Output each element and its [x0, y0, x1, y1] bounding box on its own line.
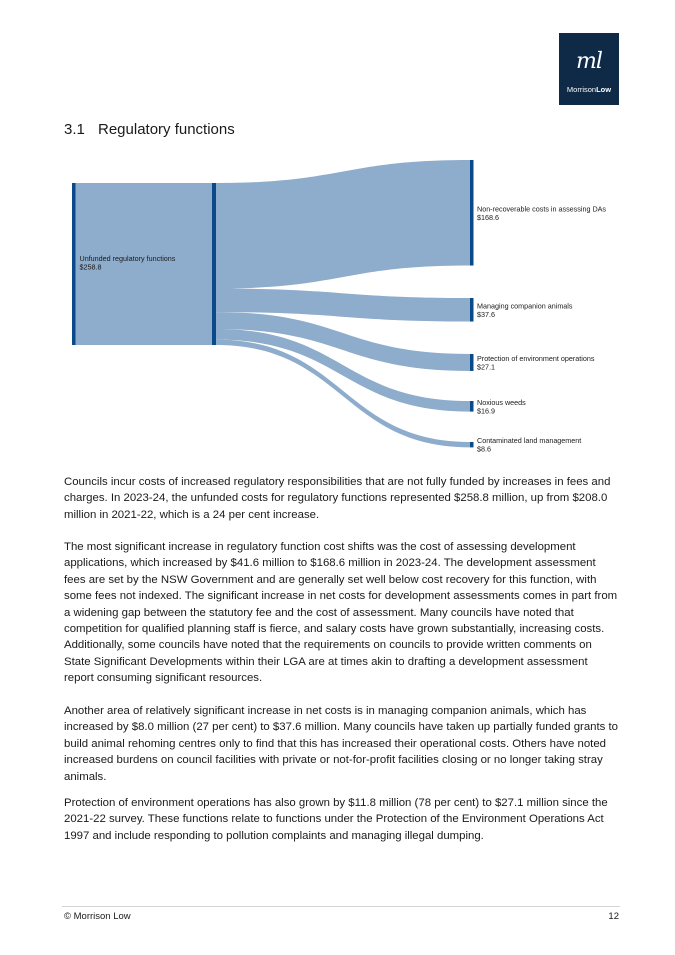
paragraph-4: Protection of environment operations has also grown by $11.8 million (78 per cent) to $27.1 million since the 2021-22 survey. These functions relate to functions under the Protection of the Environment Operations Act 1997 and include responding to pollution complaints and managing illegal dumping.	[64, 797, 608, 842]
target-contaminated-land-management-label: Contaminated land management	[477, 436, 582, 446]
source-label: Unfunded regulatory functions	[79, 254, 176, 263]
node-non-recoverable-costs-in-assessing-das	[470, 160, 474, 266]
flow-non-recoverable-costs-in-assessing-das	[216, 160, 470, 289]
logo-name-regular: Morrison	[566, 85, 597, 94]
paragraph-2: The most significant increase in regulatory function cost shifts was the cost of assessing development applications, which increased by $41.6 million to $168.6 million in 2023-24. The development assessment fees are set by the NSW Government and are generally set well below cost recovery for this function, with some fees not indexed. The significant increase in net costs for development assessments comes in part from a widening gap between the statutory fee and the cost of assessment. Many councils have noted that competition for qualified planning staff is fierce, and salary costs have grown substantially, increasing costs. Additionally, some councils have noted that the requirements on councils to provide written comments on State Significant Developments within their LGA are at times akin to drafting a development assessment report consuming significant resources.	[64, 541, 618, 685]
target-non-recoverable-costs-in-assessing-das-value: $168.6	[477, 212, 499, 222]
target-protection-of-environment-operations-label: Protection of environment operations	[477, 353, 595, 363]
target-noxious-weeds-label: Noxious weeds	[477, 397, 526, 407]
target-managing-companion-animals-label: Managing companion animals	[477, 301, 573, 311]
node-contaminated-land-management	[470, 442, 474, 447]
section-number: 3.1	[64, 121, 85, 138]
sankey-chart	[60, 150, 620, 460]
logo-wordmark	[559, 85, 619, 95]
logo-name-bold: Low	[596, 85, 612, 94]
target-contaminated-land-management-value: $8.6	[477, 444, 491, 454]
target-noxious-weeds-value: $16.9	[477, 406, 495, 416]
node-protection-of-environment-operations	[470, 354, 474, 371]
footer-copyright: © Morrison Low	[64, 911, 131, 922]
logo-mark: ml	[576, 49, 602, 74]
paragraph-1: Councils incur costs of increased regulatory responsibilities that are not fully funded by increases in fees and charges. In 2023-24, the unfunded costs for regulatory functions represented $258.8 million, up from $208.0 million in 2021-22, which is a 24 per cent increase.	[64, 476, 611, 521]
morrison-low-logo	[559, 33, 619, 105]
target-managing-companion-animals-value: $37.6	[477, 309, 495, 319]
sankey-flows	[72, 160, 470, 447]
target-non-recoverable-costs-in-assessing-das-label: Non-recoverable costs in assessing DAs	[477, 204, 607, 214]
node-managing-companion-animals	[470, 298, 474, 322]
footer-divider	[62, 906, 620, 907]
source-left-bar	[72, 183, 76, 345]
paragraph-3: Another area of relatively significant increase in net costs is in managing companion animals, which has increased by $8.0 million (27 per cent) to $37.6 million. Many councils have taken up partially funded grants to build animal rehoming centres only to find that this has increased their operational costs. Others have noted increased burdens on council facilities with private or not-for-profit facilities closing or no longer taking stray animals.	[64, 705, 619, 783]
source-value: $258.8	[79, 262, 102, 272]
source-node	[212, 183, 216, 345]
node-noxious-weeds	[470, 401, 474, 412]
section-heading	[64, 120, 235, 140]
section-title: Regulatory functions	[98, 121, 235, 138]
footer-page-number: 12	[608, 911, 619, 922]
target-protection-of-environment-operations-value: $27.1	[477, 362, 495, 372]
